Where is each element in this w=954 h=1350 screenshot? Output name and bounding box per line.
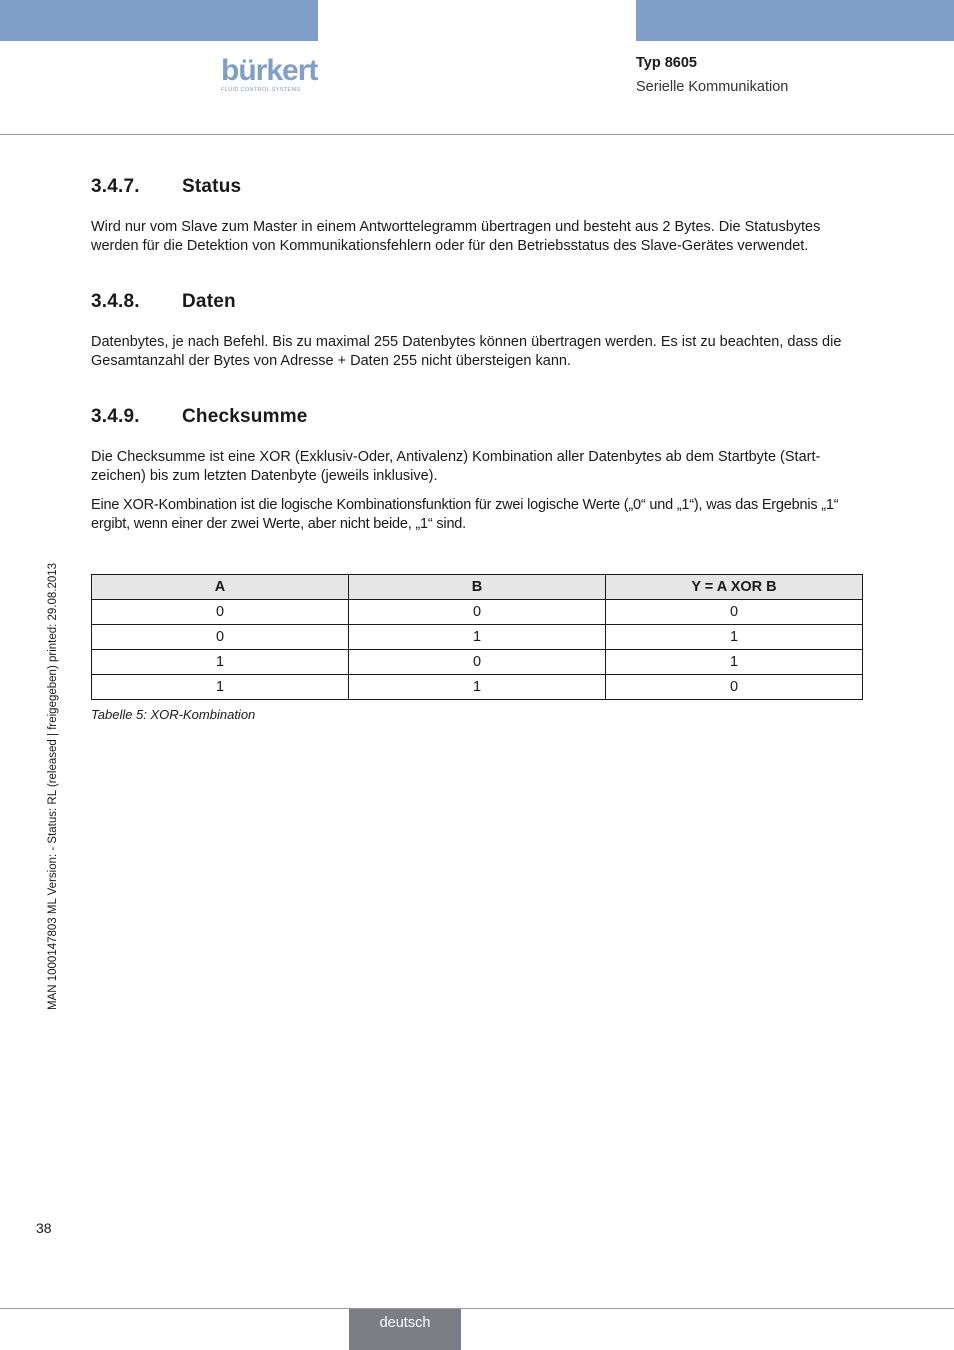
table-caption: Tabelle 5: XOR-Kombination [91,707,256,722]
language-tab: deutsch [349,1309,461,1350]
table-cell: 1 [606,650,863,675]
table-row [92,675,863,700]
table-header-row [92,575,863,600]
document-metadata-sidebar: MAN 1000147803 ML Version: - Status: RL (released | freigegeben) printed: 29.08.2013 [47,562,59,1010]
table-cell: 1 [349,675,606,700]
footer-divider [0,1308,954,1309]
column-header: B [349,575,606,600]
section-title: Daten [182,291,236,312]
table-row [92,625,863,650]
column-header: Y = A XOR B [606,575,863,600]
header-band-left [0,0,318,41]
header-divider [0,134,954,135]
column-header: A [92,575,349,600]
table-cell: 1 [349,625,606,650]
paragraph: Die Checksumme ist eine XOR (Exklusiv-Oder, Antivalenz) Kombination aller Datenbytes ab dem Startbyte (Start-zeichen) bis zum letzten Datenbyte (jeweils inklusive). [91,449,821,484]
logo-tagline: FLUID CONTROL SYSTEMS [221,87,301,93]
paragraph: Eine XOR-Kombination ist die logische Kombinationsfunktion für zwei logische Werte („0“ und „1“), was das Ergebnis „1“ ergibt, wenn einer der zwei Werte, aber nicht beide, „1“ sind. [91,497,839,532]
table-cell: 1 [92,675,349,700]
section-title: Checksumme [182,406,308,427]
section-title: Status [182,176,242,197]
table-row [92,600,863,625]
table-cell: 0 [349,650,606,675]
table-cell: 0 [606,675,863,700]
section-heading-checksumme [91,406,866,428]
section-heading-status [91,176,866,198]
header-band-right [636,0,954,41]
document-header [636,55,788,95]
table-cell: 1 [92,650,349,675]
paragraph: Datenbytes, je nach Befehl. Bis zu maximal 255 Datenbytes können übertragen werden. Es ist zu beachten, dass die Gesamtanzahl der Bytes von Adresse + Daten 255 nicht übersteigen kann. [91,334,842,369]
table-cell: 0 [349,600,606,625]
product-type: Typ 8605 [636,55,697,71]
section-number: 3.4.9. [91,406,140,427]
table-cell: 1 [606,625,863,650]
section-number: 3.4.8. [91,291,140,312]
section-number: 3.4.7. [91,176,140,197]
logo-wordmark: bürkert [221,54,318,87]
paragraph: Wird nur vom Slave zum Master in einem Antworttelegramm übertragen und besteht aus 2 Bytes. Die Statusbytes werden für die Detektion von Kommunikationsfehlern oder für den Betriebsstatus des Slave-Gerätes verwendet. [91,219,821,254]
table-row [92,650,863,675]
xor-table [91,574,863,700]
page-number: 38 [36,1220,52,1236]
chapter-name: Serielle Kommunikation [636,79,789,95]
table-cell: 0 [606,600,863,625]
table-cell: 0 [92,625,349,650]
brand-logo [221,56,321,93]
table-cell: 0 [92,600,349,625]
page-content [91,176,866,722]
section-heading-daten [91,291,866,313]
